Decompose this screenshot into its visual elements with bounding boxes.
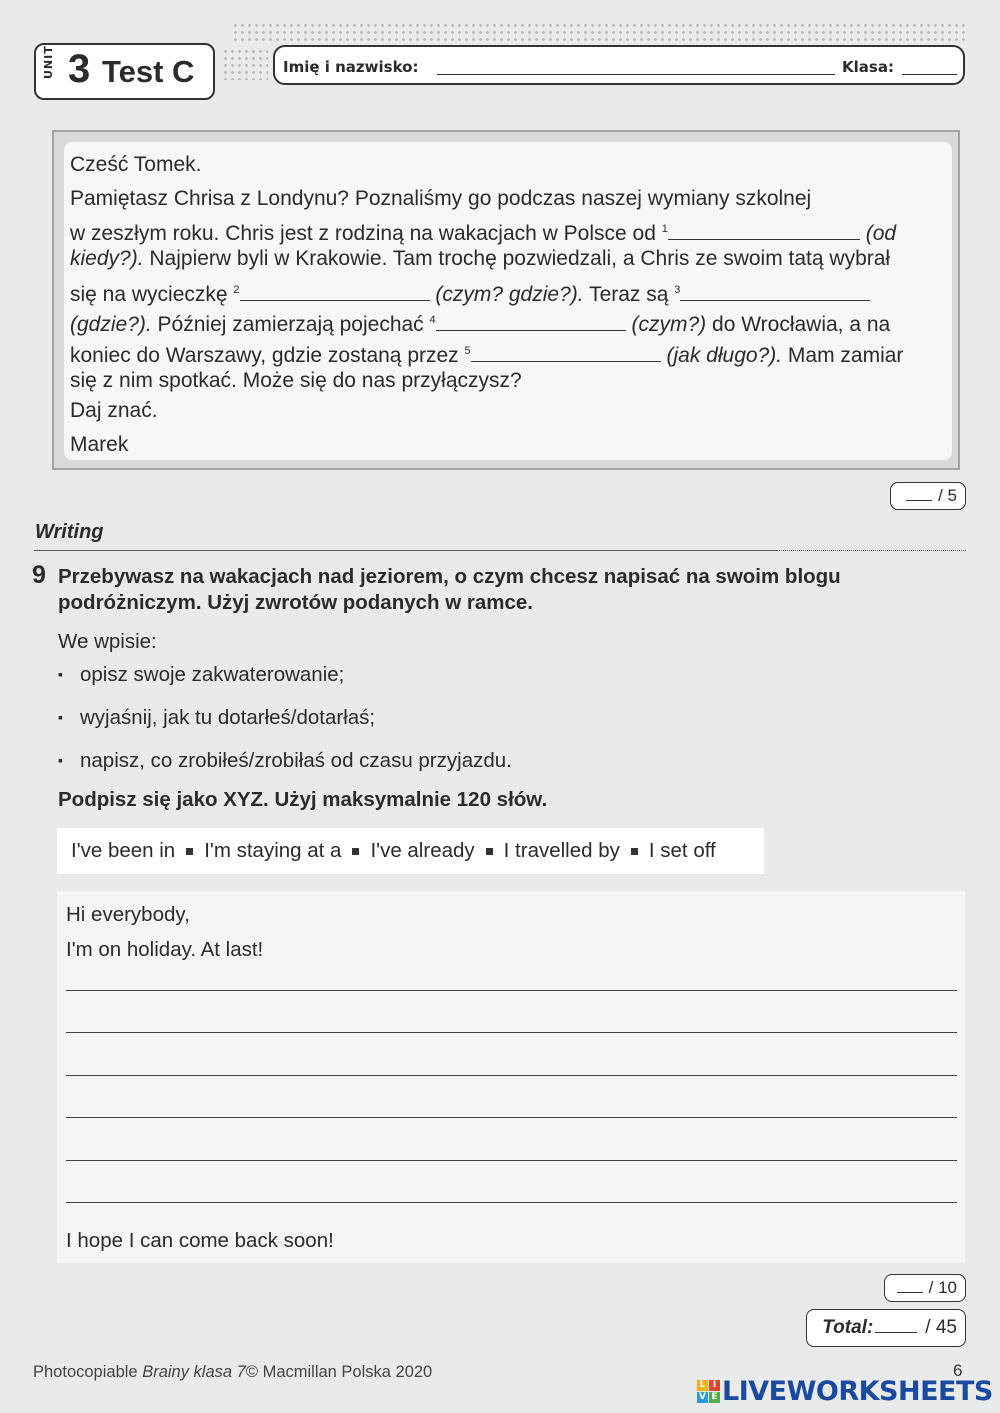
logo-letter: I: [709, 1380, 720, 1391]
footer-text: Photocopiable: [33, 1363, 138, 1381]
gap-number: 1: [661, 223, 668, 235]
footer-book-title: Brainy klasa 7: [142, 1363, 246, 1381]
task-intro: We wpisie:: [58, 630, 157, 653]
separator-square: [486, 848, 493, 855]
gap-hint: kiedy?).: [70, 247, 144, 270]
answer-gap-5[interactable]: [471, 343, 661, 362]
task-bullet: ▪ napisz, co zrobiłeś/zrobiłaś od czasu przyjazdu.: [58, 749, 512, 772]
separator-square: [631, 848, 638, 855]
gap-hint: (czym?): [631, 313, 707, 336]
class-label: Klasa:: [842, 58, 894, 76]
letter-line: się z nim spotkać. Może się do nas przyłączysz?: [70, 369, 522, 392]
letter-line: [70, 244, 890, 274]
decorative-dots: [222, 48, 268, 80]
letter-text-segment: się na wycieczkę: [70, 283, 228, 306]
phrase: I travelled by: [503, 839, 620, 862]
score-input[interactable]: [906, 500, 932, 501]
answer-gap-4[interactable]: [436, 312, 626, 331]
letter-text-segment: Mam zamiar: [787, 344, 904, 367]
writing-line[interactable]: [66, 1117, 957, 1118]
total-input[interactable]: [875, 1332, 917, 1333]
logo-letter: E: [709, 1392, 720, 1403]
liveworksheets-logo[interactable]: [697, 1376, 993, 1407]
writing-line[interactable]: [66, 990, 957, 991]
decorative-dots: [232, 22, 967, 44]
unit-number: 3: [68, 47, 91, 91]
phrase: I'm staying at a: [204, 839, 342, 862]
phrase: I've already: [370, 839, 475, 862]
phrase-box: [57, 828, 764, 874]
gap-number: 4: [429, 314, 436, 326]
footer-copyright: [33, 1363, 432, 1382]
test-title: Test C: [102, 54, 195, 89]
letter-line: Pamiętasz Chrisa z Londynu? Poznaliśmy go podczas naszej wymiany szkolnej: [70, 187, 812, 210]
bullet-text: opisz swoje zakwaterowanie;: [80, 663, 345, 686]
gap-hint: (od: [865, 222, 897, 245]
logo-letter: L: [697, 1380, 708, 1391]
class-field[interactable]: [902, 74, 957, 75]
score-input[interactable]: [897, 1292, 923, 1293]
writing-line[interactable]: [66, 1202, 957, 1203]
score-box-1: [890, 482, 966, 510]
letter-text-segment: koniec do Warszawy, gdzie zostaną przez: [70, 344, 459, 367]
answer-gap-1[interactable]: [668, 221, 860, 240]
closing-line: I hope I can come back soon!: [66, 1229, 334, 1252]
gap-number: 5: [464, 345, 471, 357]
gap-number: 2: [233, 284, 240, 296]
section-divider: [34, 550, 776, 551]
footer-text: © Macmillan Polska 2020: [245, 1363, 433, 1381]
answer-gap-3[interactable]: [680, 282, 870, 301]
writing-line[interactable]: [66, 1160, 957, 1161]
unit-badge: [34, 43, 215, 100]
letter-frame: [52, 130, 960, 470]
phrase: I've been in: [71, 839, 176, 862]
score-max: / 10: [928, 1278, 957, 1297]
opening-line: Hi everybody,: [66, 903, 190, 926]
writing-line[interactable]: [66, 1032, 957, 1033]
letter-text: [64, 142, 952, 460]
writing-line[interactable]: [66, 1075, 957, 1076]
letter-text-segment: do Wrocławia, a na: [712, 313, 891, 336]
task-number: 9: [32, 561, 46, 589]
name-field[interactable]: [437, 74, 835, 75]
opening-line: I'm on holiday. At last!: [66, 938, 264, 961]
total-score-box: [806, 1309, 966, 1347]
separator-square: [186, 848, 193, 855]
task-instruction: Przebywasz na wakacjach nad jeziorem, o czym chcesz napisać na swoim blogu podróżniczym. Użyj zwrotów podanych w ramce.: [58, 565, 841, 614]
logo-text: LIVEWORKSHEETS: [722, 1376, 993, 1407]
separator-square: [352, 848, 359, 855]
page-number: 6: [953, 1361, 963, 1380]
task-bullet: ▪ opisz swoje zakwaterowanie;: [58, 663, 345, 686]
gap-number: 3: [674, 284, 681, 296]
gap-hint: (czym? gdzie?).: [435, 283, 584, 306]
letter-line: Daj znać.: [70, 399, 158, 422]
letter-greeting: Cześć Tomek.: [70, 153, 202, 176]
letter-text-segment: Najpierw byli w Krakowie. Tam trochę pozwiedzali, a Chris ze swoim tatą wybrał: [149, 247, 891, 270]
task-sign-note: Podpisz się jako XYZ. Użyj maksymalnie 120 słów.: [58, 788, 548, 811]
score-box-2: [884, 1274, 966, 1302]
writing-area: [57, 891, 965, 1263]
gap-hint: (jak długo?).: [666, 344, 783, 367]
task-bullet: ▪ wyjaśnij, jak tu dotarłeś/dotarłaś;: [58, 706, 376, 729]
bullet-text: wyjaśnij, jak tu dotarłeś/dotarłaś;: [80, 706, 376, 729]
score-max: / 5: [938, 486, 957, 505]
letter-signature: Marek: [70, 433, 129, 456]
letter-text-segment: w zeszłym roku. Chris jest z rodziną na wakacjach w Polsce od: [70, 222, 656, 245]
total-max: / 45: [925, 1317, 957, 1338]
name-label: Imię i nazwisko:: [283, 58, 419, 76]
name-class-box: [273, 45, 965, 85]
section-divider-dotted: [776, 550, 966, 551]
gap-hint: (gdzie?).: [70, 313, 152, 336]
logo-icon: [697, 1380, 720, 1403]
unit-label: UNIT: [42, 45, 55, 79]
answer-gap-2[interactable]: [240, 282, 430, 301]
letter-line: [70, 305, 890, 340]
letter-text-segment: Teraz są: [589, 283, 669, 306]
letter-text-segment: Później zamierzają pojechać: [157, 313, 424, 336]
section-title: Writing: [35, 521, 104, 543]
bullet-text: napisz, co zrobiłeś/zrobiłaś od czasu przyjazdu.: [80, 749, 512, 772]
total-label: Total:: [822, 1317, 874, 1338]
logo-letter: V: [697, 1392, 708, 1403]
phrase: I set off: [648, 839, 716, 862]
